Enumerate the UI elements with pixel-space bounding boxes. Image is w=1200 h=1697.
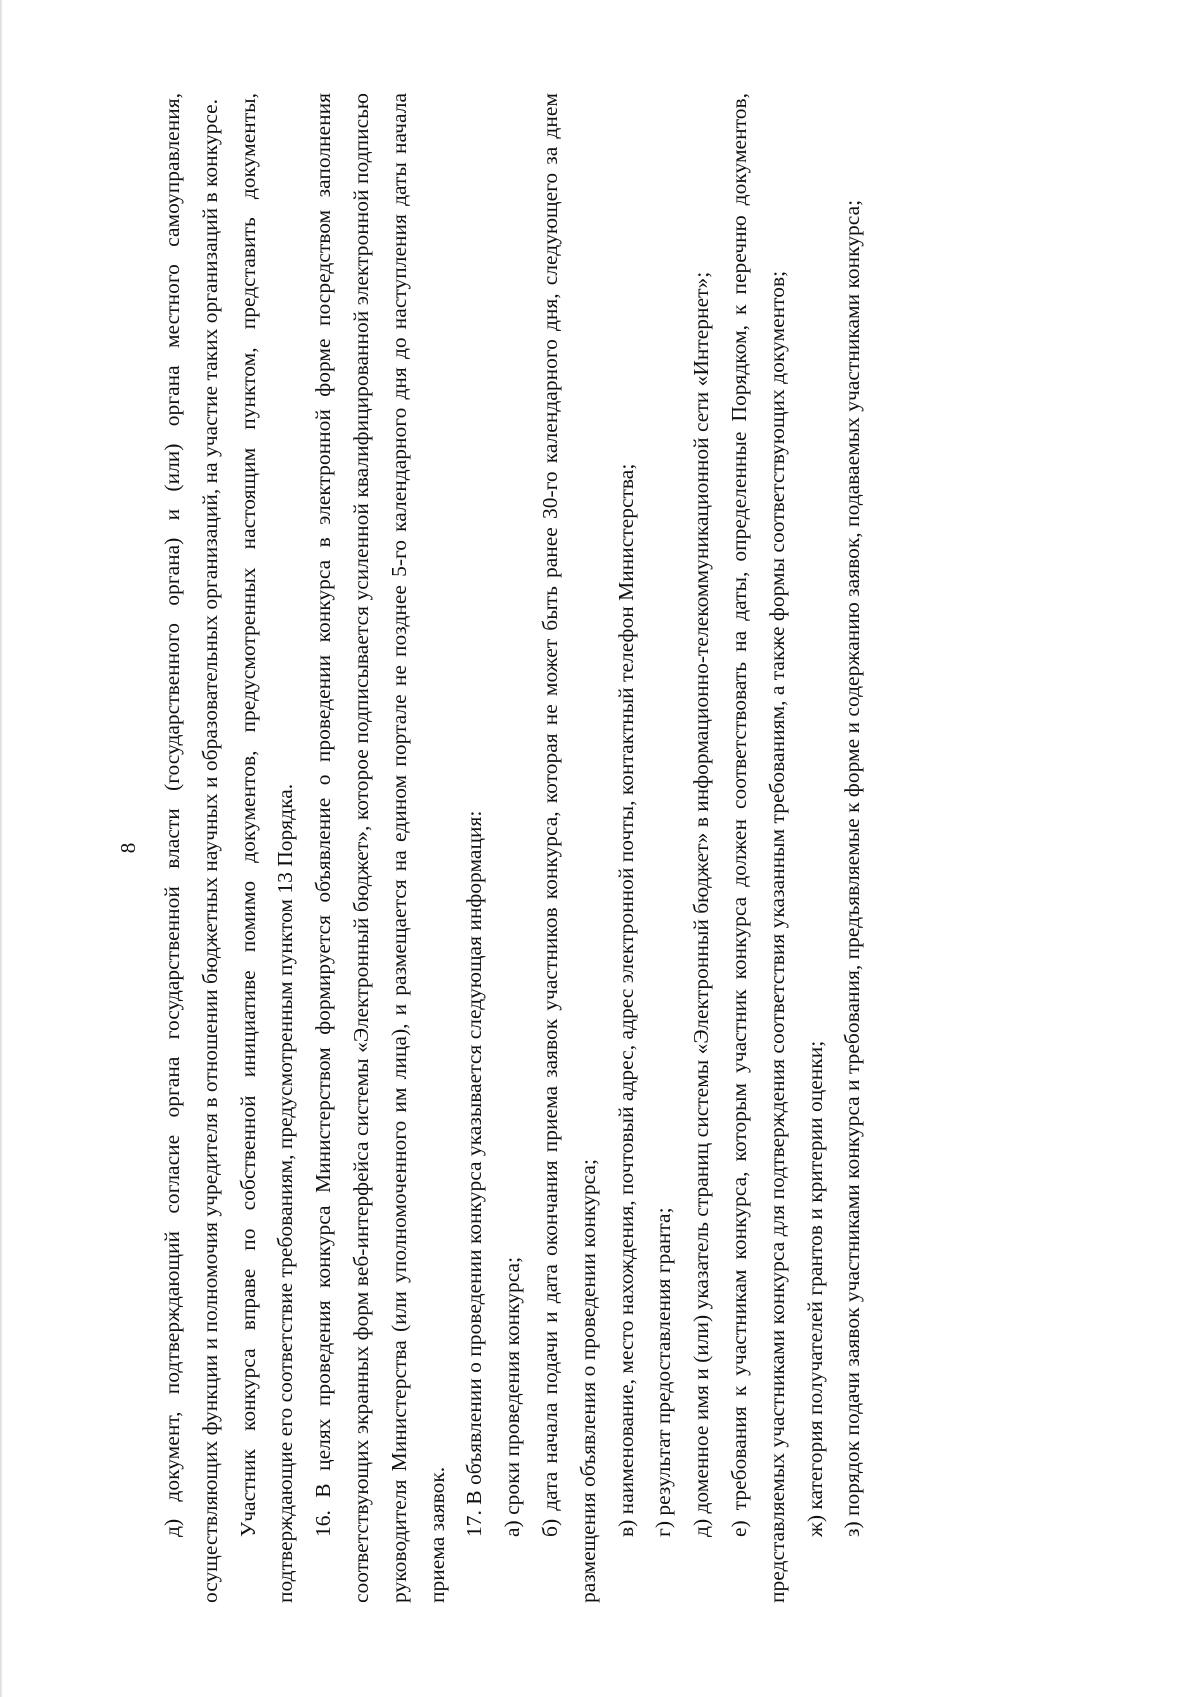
page-number: 8: [116, 842, 140, 854]
document-body: [154, 93, 872, 1603]
list-item-g: г) результат предоставления гранта;: [651, 1207, 676, 1537]
list-item-z: з) порядок подачи заявок участниками конкурса и требования, предъявляемые к форме и содержанию заявок, подаваемых участниками конкурса;: [840, 199, 865, 1537]
list-item-a: а) сроки проведения конкурса;: [500, 1256, 525, 1537]
list-item-v: в) наименование, место нахождения, почтовый адрес, адрес электронной почты, контактный телефон Министерства;: [613, 463, 638, 1537]
rotated-document-page: [116, 93, 1080, 1603]
list-item-b: б) дата начала подачи и дата окончания приема заявок участников конкурса, которая не может быть ранее 30-го календарного дня, следующего за днем размещения объявления о проведении конкурса;: [537, 93, 600, 1603]
paragraph-clause-16: 16. В целях проведения конкурса Министерством формируется объявление о проведении конкурса в электронной форме посредством заполнения соответствующих экранных форм веб-интерфейса системы «Электронный бюджет», которое подписывается усиленной квалифицированной электронной подписью руководителя Министерства (или уполномоченного им лица), и размещается на едином портале не позднее 5-го календарного дня до наступления даты начала приема заявок.: [311, 93, 449, 1603]
list-item-e: е) требования к участникам конкурса, которым участник конкурса должен соответствовать на даты, определенные Порядком, к перечню документов, представляемых участниками конкурса для подтверждения соответствия указанным требованиям, а также формы соответствующих документов;: [726, 93, 789, 1603]
list-item-d: д) доменное имя и (или) указатель страниц системы «Электронный бюджет» в информационно-телекоммуникационной сети «Интернет»;: [689, 271, 714, 1537]
list-item-zh: ж) категория получателей грантов и критерии оценки;: [802, 1040, 827, 1537]
scan-edge-shadow: [0, 0, 3, 1697]
paragraph-subitem-d-document: д) документ, подтверждающий согласие органа государственной власти (государственного органа) и (или) органа местного самоуправления, осуществляющих функции и полномочия учредителя в отношении бюджетных научных и образовательных организаций, на участие таких организаций в конкурсе.: [160, 93, 222, 1603]
paragraph-participant-right: Участник конкурса вправе по собственной инициативе помимо документов, предусмотренных настоящим пунктом, представить документы, подтверждающие его соответствие требованиям, предусмотренным пунктом 13 Порядка.: [235, 93, 298, 1603]
paragraph-clause-17: 17. В объявлении о проведении конкурса указывается следующая информация:: [462, 810, 487, 1537]
